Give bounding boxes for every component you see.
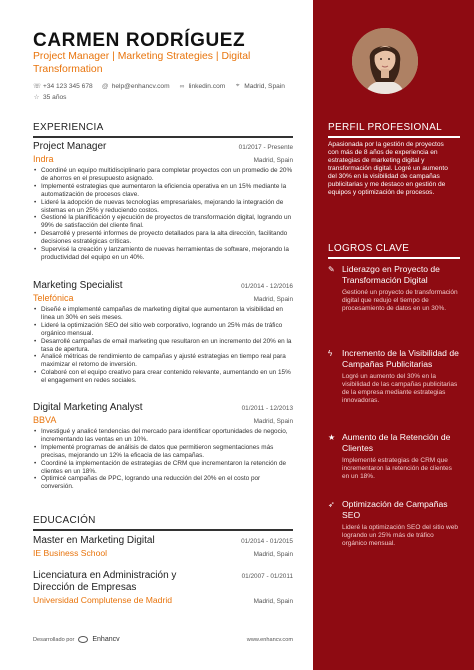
location-pin-icon: ⌖	[235, 82, 240, 89]
job-entry	[33, 141, 293, 262]
job-title: Marketing Specialist	[33, 280, 123, 291]
lightning-icon: ϟ	[328, 349, 333, 358]
bullet-item: • Implementé programas de análisis de datos que permitieron segmentaciones más precisas, mejorando un 12% la eficacia de las campañas.	[33, 444, 293, 460]
sidebar-column	[313, 0, 474, 670]
location-item: ⌖ Madrid, Spain	[235, 82, 285, 90]
experience-heading: EXPERIENCIA	[33, 122, 104, 133]
bullet-item: • Diseñé e implementé campañas de marketing digital que aumentaron la visibilidad en línea un 30% en seis meses.	[33, 306, 293, 322]
achievement-title: Liderazgo en Proyecto de Transformación Digital	[342, 264, 440, 285]
job-bullets	[33, 167, 293, 262]
bullet-item: • Optimicé campañas de PPC, logrando una reducción del 20% en el costo por conversión.	[33, 475, 293, 491]
achievements-divider	[328, 257, 460, 259]
footer-url[interactable]: www.enhancv.com	[246, 636, 293, 643]
job-company: BBVA	[33, 415, 57, 425]
bullet-item: • Coordiné un equipo multidisciplinario para completar proyectos con un promedio de 20% de ahorros en el presupuesto asignado.	[33, 167, 293, 183]
job-title: Project Manager	[33, 141, 107, 152]
bullet-item: • Gestioné la planificación y ejecución de proyectos de transformación digital, logrando un 99% de satisfacción del cliente final.	[33, 214, 293, 230]
job-bullets	[33, 306, 293, 385]
footer	[33, 636, 293, 643]
bullet-item: • Lideré la adopción de nuevas tecnologías empresariales, mejorando la integración de sistemas en un 25% y reduciendo costos.	[33, 199, 293, 215]
job-title: Digital Marketing Analyst	[33, 402, 143, 413]
achievement-desc: Implementé estrategias de CRM que incrementaron la retención de clientes en un 18%.	[342, 457, 452, 480]
candidate-name: CARMEN RODRÍGUEZ	[33, 30, 246, 51]
bullet-item: • Coordiné la implementación de estrategias de CRM que incrementaron la retención de clientes en un 18%.	[33, 460, 293, 476]
degree-dates: 01/2014 - 01/2015	[241, 538, 293, 545]
avatar-illustration	[352, 28, 418, 94]
job-location: Madrid, Spain	[253, 296, 293, 303]
achievement-item	[328, 348, 460, 405]
achievement-desc: Gestioné un proyecto de transformación digital que redujo el tiempo de procesamiento de datos en un 30%.	[342, 289, 458, 312]
phone-icon: ☏	[33, 83, 42, 90]
achievement-desc: Lideré la optimización SEO del sitio web logrando un 25% más de tráfico orgánico mensual.	[342, 524, 458, 547]
profile-summary: Apasionada por la gestión de proyectos con más de 8 años de experiencia en estrategias de marketing digital y transformación digital. Logré un aumento del 30% en la visibilidad de campañas publicitarias y me destaco en gestión de equipos y optimización de procesos.	[328, 141, 448, 196]
achievement-title: Optimización de Campañas SEO	[342, 499, 448, 520]
footer-brand: Enhancv	[92, 636, 120, 643]
profile-divider	[328, 136, 460, 138]
star-icon: ☆	[33, 94, 40, 101]
bullet-item: • Colaboré con el equipo creativo para crear contenido relevante, aumentando en un 15% el engagement en redes sociales.	[33, 369, 293, 385]
degree-dates: 01/2007 - 01/2011	[241, 573, 293, 580]
achievement-title: Aumento de la Retención de Clientes	[342, 432, 451, 453]
age-item: ☆ 35 años	[33, 93, 67, 101]
degree-title: Master en Marketing Digital	[33, 535, 155, 546]
job-location: Madrid, Spain	[253, 157, 293, 164]
degree-title: Licenciatura en Administración y Dirección de Empresas	[33, 570, 177, 593]
email-item[interactable]: @ help@enhancv.com	[101, 82, 170, 90]
footer-label: Desarrollado por	[33, 636, 75, 643]
degree-school: Universidad Complutense de Madrid	[33, 595, 173, 605]
link-icon: ∞	[179, 82, 185, 90]
bullet-item: • Investigué y analicé tendencias del mercado para identificar oportunidades de negocio, incrementando las ventas en un 10%.	[33, 428, 293, 444]
bullet-item: • Supervisé la creación y lanzamiento de nuevas herramientas de software, mejorando la productividad del equipo en un 40%.	[33, 246, 293, 262]
profile-heading: PERFIL PROFESIONAL	[328, 122, 442, 133]
achievement-item	[328, 432, 460, 481]
degree-location: Madrid, Spain	[253, 598, 293, 605]
job-entry	[33, 402, 293, 491]
education-heading: EDUCACIÓN	[33, 515, 96, 526]
job-location: Madrid, Spain	[253, 418, 293, 425]
enhancv-logo-icon	[78, 636, 88, 643]
education-divider	[33, 529, 293, 531]
job-dates: 01/2014 - 12/2016	[241, 283, 293, 290]
achievement-item	[328, 264, 460, 313]
achievement-desc: Logré un aumento del 30% en la visibilidad de las campañas publicitarias de la empresa mediante estrategias innovadoras.	[342, 373, 458, 404]
degree-location: Madrid, Spain	[253, 551, 293, 558]
contact-info	[33, 81, 308, 103]
bullet-item: • Lideré la optimización SEO del sitio web corporativo, logrando un 25% más de tráfico orgánico mensual.	[33, 322, 293, 338]
job-company: Telefónica	[33, 293, 74, 303]
phone-item[interactable]: ☏ +34 123 345 678	[33, 82, 93, 90]
job-company: Indra	[33, 154, 54, 164]
achievement-title: Incremento de la Visibilidad de Campañas Publicitarias	[342, 348, 459, 369]
education-entry	[33, 535, 293, 558]
achievements-heading: LOGROS CLAVE	[328, 243, 410, 254]
education-entry	[33, 570, 293, 605]
candidate-subtitle: Project Manager | Marketing Strategies | Digital Transformation	[33, 51, 251, 75]
pen-icon: ✎	[328, 265, 335, 274]
bullet-item: • Implementé estrategias que aumentaron la eficiencia operativa en un 15% mediante la automatización de procesos clave.	[33, 183, 293, 199]
profile-photo	[352, 28, 418, 94]
bullet-item: • Desarrollé campañas de email marketing que resultaron en un incremento del 20% en la tasa de apertura.	[33, 338, 293, 354]
bullet-item: • Analicé métricas de rendimiento de campañas y ajusté estrategias en tiempo real para maximizar el retorno de inversión.	[33, 353, 293, 369]
rocket-icon: ➶	[328, 500, 335, 509]
star-icon: ★	[328, 433, 336, 442]
job-dates: 01/2011 - 12/2013	[241, 405, 293, 412]
achievement-item	[328, 499, 460, 548]
linkedin-item[interactable]: ∞ linkedin.com	[179, 82, 226, 90]
bullet-item: • Desarrollé y presenté informes de proyecto detallados para la alta dirección, facilitando decisiones estratégicas críticas.	[33, 230, 293, 246]
experience-divider	[33, 136, 293, 138]
degree-school: IE Business School	[33, 548, 108, 558]
job-entry	[33, 280, 293, 385]
at-icon: @	[101, 82, 109, 90]
job-bullets	[33, 428, 293, 491]
job-dates: 01/2017 - Presente	[238, 144, 293, 151]
